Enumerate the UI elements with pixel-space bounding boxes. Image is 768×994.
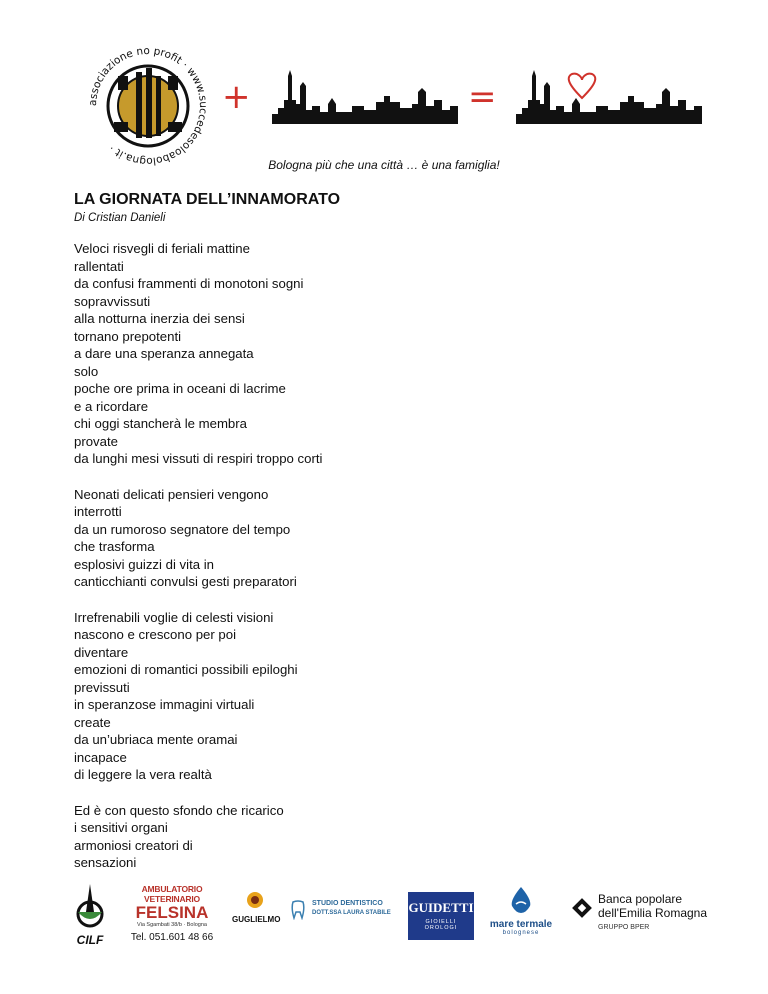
poem-line: incapace [74, 749, 127, 765]
bank-group: GRUPPO BPER [598, 924, 650, 931]
poem-stanza [74, 486, 694, 591]
poem-line: alla notturna inerzia dei sensi [74, 311, 245, 326]
poem-stanza [74, 240, 694, 468]
poem-line: Neonati delicati pensieri vengono [74, 486, 269, 502]
poem-line: poche ore prima in oceani di lacrime [74, 381, 286, 396]
guidetti-sub: GIOIELLI OROLOGI [424, 919, 458, 931]
guidetti-logo [408, 892, 474, 940]
poem-stanza [74, 802, 694, 872]
poem-line: da un’ubriaca mente oramai [74, 732, 238, 747]
poem-line: previssuti [74, 679, 130, 695]
poem-line: chi oggi stancherà le membra [74, 416, 247, 431]
poem [74, 190, 694, 890]
poem-line: che trasforma [74, 539, 155, 554]
poem-line: sensazioni [74, 855, 137, 870]
studio-name: DOTT.SSA LAURA STABILE [312, 910, 391, 916]
bper-diamond-icon [568, 894, 596, 922]
poem-line: tornano prepotenti [74, 328, 182, 344]
sponsor-logos [56, 876, 736, 956]
poem-line: da lunghi mesi vissuti di respiri troppo corti [74, 451, 323, 466]
poem-line: create [74, 714, 111, 730]
poem-line: a dare una speranza annegata [74, 346, 254, 361]
poem-line: di leggere la vera realtà [74, 767, 212, 782]
poem-line: provate [74, 433, 118, 449]
poem-author: Di Cristian Danieli [74, 212, 166, 224]
poem-line: Veloci risvegli di feriali mattine [74, 241, 250, 256]
poem-line: armoniosi creatori di [74, 837, 193, 853]
felsina-address: Via Sgambati 38/b · Bologna [137, 922, 207, 928]
drop-icon [508, 886, 534, 914]
studio-dentistico-logo [290, 900, 402, 940]
poem-line: da confusi frammenti di monotoni sogni [74, 276, 304, 291]
guglielmo-sun-icon [245, 890, 265, 910]
cilf-text: CILF [76, 933, 104, 947]
poem-line: canticchianti convulsi gesti preparatori [74, 574, 297, 589]
poem-line: emozioni di romantici possibili epiloghi [74, 662, 298, 677]
association-logo [84, 42, 212, 170]
plus-sign: + [222, 77, 251, 117]
poem-line: rallentati [74, 258, 124, 274]
poem-line: sopravvissuti [74, 293, 151, 309]
poem-line: e a ricordare [74, 398, 149, 414]
poem-line: in speranzose immagini virtuali [74, 697, 255, 712]
tooth-icon [290, 900, 306, 920]
poem-line: esplosivi guizzi di vita in [74, 556, 214, 572]
poem-line: solo [74, 363, 99, 379]
guglielmo-text: GUGLIELMO [232, 915, 281, 924]
felsina-name: FELSINA [135, 903, 209, 922]
tagline: Bologna più che una città … è una famiglia! [268, 158, 500, 172]
cilf-emblem-icon [64, 882, 116, 928]
poem-line: interrotti [74, 504, 122, 519]
equals-sign: = [468, 77, 497, 117]
guglielmo-logo [232, 890, 281, 950]
poem-line: i sensitivi organi [74, 820, 168, 835]
bologna-skyline-heart-icon [516, 66, 702, 128]
cilf-logo [64, 882, 116, 954]
mare-text: mare termale [489, 919, 553, 930]
felsina-top: AMBULATORIO VETERINARIO [141, 884, 203, 904]
guidetti-text: GUIDETTI [408, 900, 474, 915]
bologna-skyline-icon [272, 66, 458, 128]
poem-line: Irrefrenabili voglie di celesti visioni [74, 609, 274, 625]
studio-title: STUDIO DENTISTICO [312, 900, 383, 907]
bank-line2: dell'Emilia Romagna [598, 906, 708, 920]
poem-line: da un rumoroso segnatore del tempo [74, 521, 291, 537]
poem-line: diventare [74, 644, 129, 660]
mare-termale-logo [486, 886, 556, 950]
mare-sub: bolognese [502, 930, 540, 936]
poem-line: Ed è con questo sfondo che ricarico [74, 802, 284, 818]
bank-line1: Banca popolare [598, 892, 683, 906]
page-header [0, 0, 768, 170]
logo-ring-text: associazione no profit · www.succedesoloabologna.it · [86, 44, 210, 168]
poem-line: nascono e crescono per poi [74, 627, 237, 642]
bper-logo [568, 892, 728, 940]
poem-stanzas [74, 240, 694, 872]
poem-title: LA GIORNATA DELL’INNAMORATO [74, 191, 341, 208]
felsina-tel: Tel. 051.601 48 66 [130, 932, 214, 943]
felsina-logo [122, 884, 222, 954]
poem-stanza [74, 609, 694, 784]
